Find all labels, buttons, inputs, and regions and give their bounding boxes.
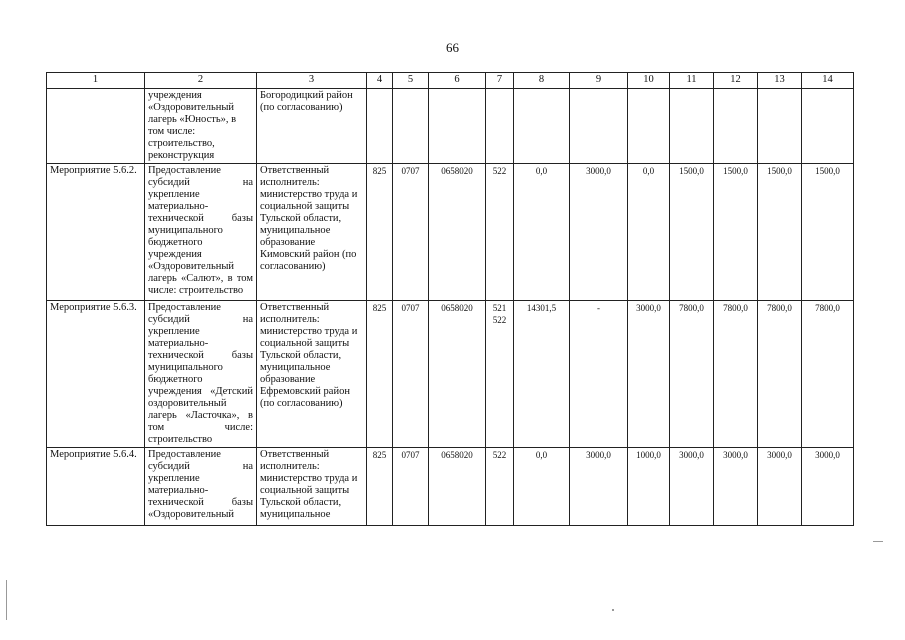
table-row [47,301,854,448]
scan-artifact [612,609,614,611]
table-cell: 14301,5 [514,301,570,448]
column-header: 11 [670,73,714,89]
column-header: 12 [714,73,758,89]
page-number: 66 [446,40,459,55]
table-row [47,89,854,164]
activity-description: Предоставление субсидий на укрепление материально-технической базы муниципального бюджетного учреждения «Оздоровительный лагерь «Салют», в том числе: строительство [145,164,257,301]
activity-name: Мероприятие 5.6.4. [47,448,145,526]
table-cell: 0658020 [429,448,486,526]
activity-description: Предоставление субсидий на укрепление материально-технической базы муниципального бюджетного учреждения «Детский оздоровительный лагерь «Ласточка», в том числе: строительство [145,301,257,448]
table-cell: 0658020 [429,301,486,448]
table-cell: 0707 [393,164,429,301]
budget-code: 521 [492,303,507,313]
activity-name: Мероприятие 5.6.2. [47,164,145,301]
activity-description: Предоставление субсидий на укрепление материально-технической базы «Оздоровительный [145,448,257,526]
table-cell: 0,0 [514,448,570,526]
table-cell: 7800,0 [758,301,802,448]
scan-artifact [6,580,7,620]
table-cell [429,89,486,164]
table-cell [802,89,854,164]
table-cell: 7800,0 [714,301,758,448]
activity-name: Мероприятие 5.6.3. [47,301,145,448]
activity-executor: Ответственный исполнитель: министерство труда и социальной защиты Тульской области, муниципальное образование Ефремовский район (по согласованию) [257,301,367,448]
table-cell: - [570,301,628,448]
column-header: 1 [47,73,145,89]
budget-code: 522 [492,315,507,325]
column-header: 4 [367,73,393,89]
table-cell: 3000,0 [570,448,628,526]
program-activities-table [46,72,854,526]
table-row [47,448,854,526]
column-header: 8 [514,73,570,89]
column-header: 14 [802,73,854,89]
table-cell: 0707 [393,301,429,448]
column-header: 9 [570,73,628,89]
table-cell [514,89,570,164]
table-cell: 1500,0 [802,164,854,301]
table-cell [714,89,758,164]
column-header: 3 [257,73,367,89]
header-row [47,73,854,89]
table-cell [367,89,393,164]
table-row [47,164,854,301]
activity-executor: Богородицкий район (по согласованию) [257,89,367,164]
table-cell [570,89,628,164]
table-cell: 0,0 [514,164,570,301]
column-header: 10 [628,73,670,89]
table-cell: 1500,0 [714,164,758,301]
column-header: 2 [145,73,257,89]
column-header: 7 [486,73,514,89]
table-cell: 3000,0 [670,448,714,526]
table-cell [486,301,514,448]
activity-executor: Ответственный исполнитель: министерство труда и социальной защиты Тульской области, муниципальное [257,448,367,526]
table-cell: 1000,0 [628,448,670,526]
table-cell: 3000,0 [758,448,802,526]
table-cell: 0658020 [429,164,486,301]
table-cell: 1500,0 [670,164,714,301]
table-cell: 825 [367,164,393,301]
activity-executor: Ответственный исполнитель: министерство труда и социальной защиты Тульской области, муниципальное образование Кимовский район (по согласованию) [257,164,367,301]
table-cell: 522 [486,448,514,526]
table-cell [758,89,802,164]
table-cell: 7800,0 [670,301,714,448]
table-cell: 0707 [393,448,429,526]
scan-artifact [873,541,883,542]
activity-description: учреждения «Оздоровительный лагерь «Юность», в том числе: строительство, реконструкция [145,89,257,164]
table-cell: 3000,0 [802,448,854,526]
table-cell: 3000,0 [628,301,670,448]
table-cell: 0,0 [628,164,670,301]
column-header: 13 [758,73,802,89]
table-cell: 522 [486,164,514,301]
activity-name [47,89,145,164]
table-cell [486,89,514,164]
column-header: 5 [393,73,429,89]
table-cell: 3000,0 [570,164,628,301]
table-cell [670,89,714,164]
table-cell: 3000,0 [714,448,758,526]
table-cell: 825 [367,448,393,526]
table-cell: 825 [367,301,393,448]
table-cell [393,89,429,164]
table-cell: 7800,0 [802,301,854,448]
table-cell [628,89,670,164]
table-cell: 1500,0 [758,164,802,301]
column-header: 6 [429,73,486,89]
